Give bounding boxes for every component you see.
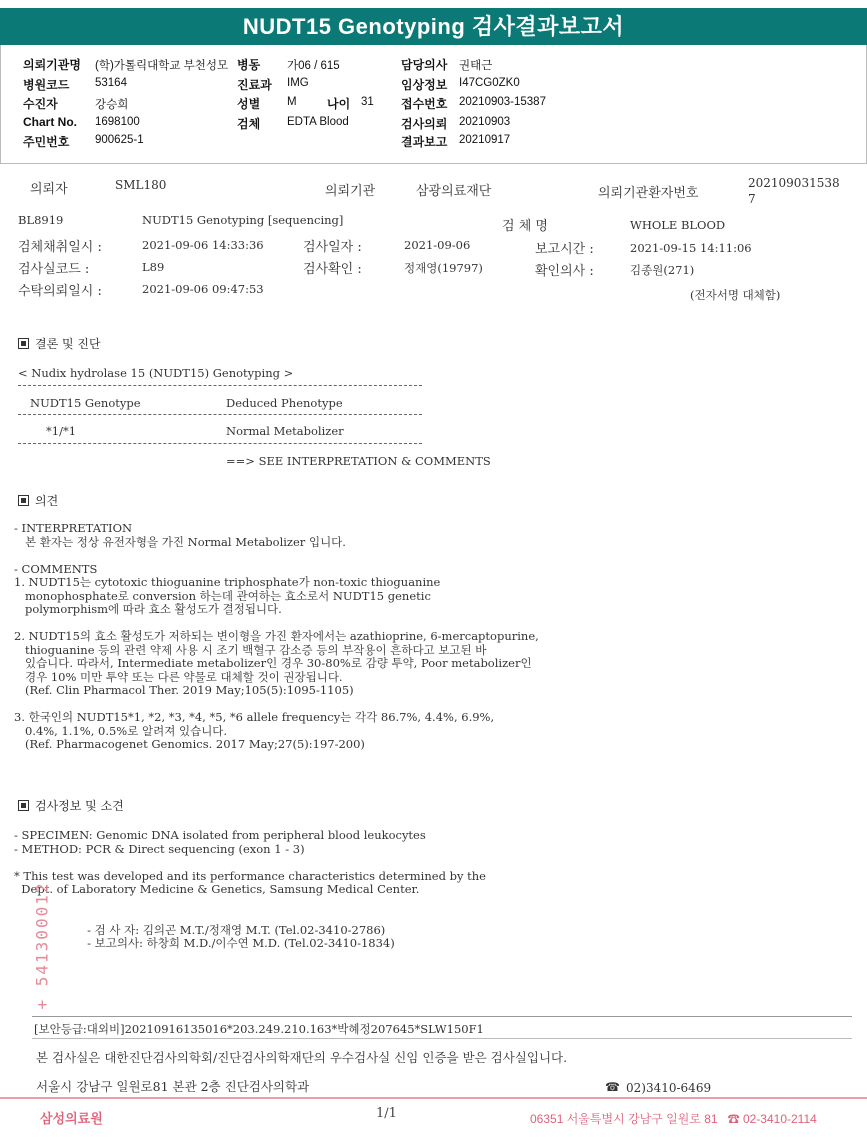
table-divider bbox=[18, 414, 422, 415]
collection-datetime-value: 2021-09-06 14:33:36 bbox=[142, 238, 264, 252]
specimen-name-label: 검 체 명 bbox=[502, 219, 548, 234]
requester-label: 의뢰자 bbox=[30, 182, 68, 197]
inst-patient-no-label: 의뢰기관환자번호 bbox=[598, 186, 699, 201]
col-genotype-header: NUDT15 Genotype bbox=[30, 396, 141, 410]
lab-address: 서울시 강남구 일원로81 본관 2층 진단검사의학과 bbox=[36, 1079, 310, 1094]
report-title: NUDT15 Genotyping 검사결과보고서 bbox=[0, 8, 867, 45]
collection-datetime-label: 검체채취일시 : bbox=[18, 240, 102, 255]
label-physician: 담당의사 bbox=[401, 58, 448, 72]
test-info-heading: 검사정보 및 소견 bbox=[18, 797, 124, 814]
institution-value: 삼광의료재단 bbox=[416, 184, 492, 199]
label-accession-no: 접수번호 bbox=[401, 97, 448, 111]
conclusion-subtitle: < Nudix hydrolase 15 (NUDT15) Genotyping > bbox=[18, 366, 294, 380]
value-requesting-institution: (학)가톨릭대학교 부천성모 bbox=[95, 60, 229, 72]
label-result-report: 결과보고 bbox=[401, 135, 448, 149]
lab-phone: 02)3410-6469 bbox=[626, 1081, 712, 1095]
label-age: 나이 bbox=[327, 97, 351, 111]
label-hospital-code: 병원코드 bbox=[23, 78, 70, 92]
institution-label: 의뢰기관 bbox=[325, 184, 376, 199]
phone-icon: ☎ bbox=[605, 1080, 620, 1094]
test-confirm-label: 검사확인 : bbox=[303, 262, 362, 277]
test-confirm-value: 정재영(19797) bbox=[404, 261, 483, 275]
test-code: BL8919 bbox=[18, 213, 64, 227]
hospital-logo-text: 삼성의료원 bbox=[40, 1111, 103, 1126]
specimen-name-value: WHOLE BLOOD bbox=[630, 218, 726, 232]
report-time-label: 보고시간 : bbox=[535, 242, 594, 257]
value-chart-no: 1698100 bbox=[95, 116, 140, 128]
electronic-signature-note: (전자서명 대체함) bbox=[690, 288, 781, 302]
label-specimen: 검체 bbox=[237, 117, 261, 131]
table-divider bbox=[18, 443, 422, 444]
report-time-value: 2021-09-15 14:11:06 bbox=[630, 241, 752, 255]
confirm-doctor-label: 확인의사 : bbox=[535, 264, 594, 279]
inst-patient-no-2: 7 bbox=[748, 192, 756, 206]
opinion-heading: 의견 bbox=[18, 492, 58, 509]
lab-certification-note: 본 검사실은 대한진단검사의학회/진단검사의학재단의 우수검사실 신임 인증을 받은 검사실입니다. bbox=[36, 1050, 568, 1065]
side-stamp-number: + 541300012 bbox=[32, 881, 52, 1010]
label-ward: 병동 bbox=[237, 58, 261, 72]
see-interpretation-note: ==> SEE INTERPRETATION & COMMENTS bbox=[226, 454, 491, 468]
opinion-text: - INTERPRETATION 본 환자는 정상 유전자형을 가진 Normal Metabolizer 입니다. - COMMENTS 1. NUDT15는 cytotoxic thioguanine triphosphate가 non-toxic thioguanine monophosphate로 conversion 하는데 관여하는 효소로서 NUDT15 genetic polymorphism에 따라 효소 활성도가 결정됩니다. 2. NUDT15의 효소 활성도가 저하되는 변이형을 가진 환자에서는 azathioprine, 6-mercaptopurine, thioguanine 등의 관련 약제 사용 시 조기 백혈구 감소증 등의 부작용이 흔하다고 보고된 바 있습니다. 따라서, Intermediate metabolizer인 경우 30-80%로 감량 투약, Poor metabolizer인 경우 10% 미만 투약 또는 다른 약물로 대체할 것이 권장됩니다. (Ref. Clin Pharmacol Ther. 2019 May;105(5):1095-1105) 3. 한국인의 NUDT15*1, *2, *3, *4, *5, *6 allele frequency는 각각 86.7%, 4.4%, 6.9%, 0.4%, 1.1%, 0.5%로 알려져 있습니다. (Ref. Pharmacogenet Genomics. 2017 May;27(5):197-200) bbox=[14, 521, 539, 751]
value-ward: 가06 / 615 bbox=[287, 60, 340, 72]
confirm-doctor-value: 김종원(271) bbox=[630, 263, 695, 277]
label-patient: 수진자 bbox=[23, 97, 58, 111]
header-panel bbox=[0, 45, 867, 164]
footer-phone-icon: ☎ bbox=[727, 1112, 740, 1126]
section-box-icon bbox=[18, 338, 29, 349]
value-accession-no: 20210903-15387 bbox=[459, 96, 546, 108]
value-result-report: 20210917 bbox=[459, 134, 511, 146]
value-department: IMG bbox=[287, 77, 309, 89]
label-requesting-institution: 의뢰기관명 bbox=[23, 58, 81, 72]
consignment-datetime-label: 수탁의뢰일시 : bbox=[18, 284, 102, 299]
value-specimen: EDTA Blood bbox=[287, 116, 349, 128]
divider-line bbox=[32, 1038, 852, 1039]
lab-code-label: 검사실코드 : bbox=[18, 262, 90, 277]
lab-code-value: L89 bbox=[142, 260, 165, 274]
value-sex: M bbox=[287, 96, 297, 108]
footer-address: 06351 서울특별시 강남구 일원로 81 ☎ 02-3410-2114 bbox=[530, 1112, 817, 1126]
label-resident-no: 주민번호 bbox=[23, 135, 70, 149]
section-box-icon bbox=[18, 800, 29, 811]
label-clinical-info: 임상정보 bbox=[401, 78, 448, 92]
value-test-request: 20210903 bbox=[459, 116, 511, 128]
value-age: 31 bbox=[361, 96, 374, 108]
phenotype-value: Normal Metabolizer bbox=[226, 424, 344, 438]
test-date-value: 2021-09-06 bbox=[404, 238, 471, 252]
label-sex: 성별 bbox=[237, 97, 261, 111]
label-chart-no: Chart No. bbox=[23, 115, 77, 129]
test-date-label: 검사일자 : bbox=[303, 240, 362, 255]
value-clinical-info: I47CG0ZK0 bbox=[459, 77, 520, 89]
conclusion-heading: 결론 및 진단 bbox=[18, 335, 101, 352]
value-resident-no: 900625-1 bbox=[95, 134, 144, 146]
label-department: 진료과 bbox=[237, 78, 272, 92]
security-classification: [보안등급:대외비]20210916135016*203.249.210.163*박혜정207645*SLW150F1 bbox=[34, 1022, 484, 1036]
page-number: 1/1 bbox=[376, 1106, 397, 1121]
inst-patient-no-1: 202109031538 bbox=[748, 176, 840, 190]
genotype-value: *1/*1 bbox=[46, 424, 77, 438]
test-info-text: - SPECIMEN: Genomic DNA isolated from peripheral blood leukocytes - METHOD: PCR & Direct sequencing (exon 1 - 3) * This test was developed and its performance characteristics determined by the Dept. of Laboratory Medicine & Genetics, Samsung Medical Center. - 검 사 자: 김의곤 M.T./정재영 M.T. (Tel.02-3410-2786) - 보고의사: 하창희 M.D./이수연 M.D. (Tel.02-3410-1834) bbox=[14, 828, 486, 950]
requester-value: SML180 bbox=[115, 178, 167, 192]
table-divider bbox=[18, 385, 422, 386]
section-box-icon bbox=[18, 495, 29, 506]
consignment-datetime-value: 2021-09-06 09:47:53 bbox=[142, 282, 264, 296]
label-test-request: 검사의뢰 bbox=[401, 117, 448, 131]
test-name: NUDT15 Genotyping [sequencing] bbox=[142, 213, 344, 227]
divider-line bbox=[32, 1016, 852, 1017]
col-phenotype-header: Deduced Phenotype bbox=[226, 396, 343, 410]
value-hospital-code: 53164 bbox=[95, 77, 127, 89]
value-physician: 권태근 bbox=[459, 60, 493, 72]
value-patient: 강승희 bbox=[95, 99, 129, 111]
footer-rule bbox=[0, 1097, 867, 1099]
